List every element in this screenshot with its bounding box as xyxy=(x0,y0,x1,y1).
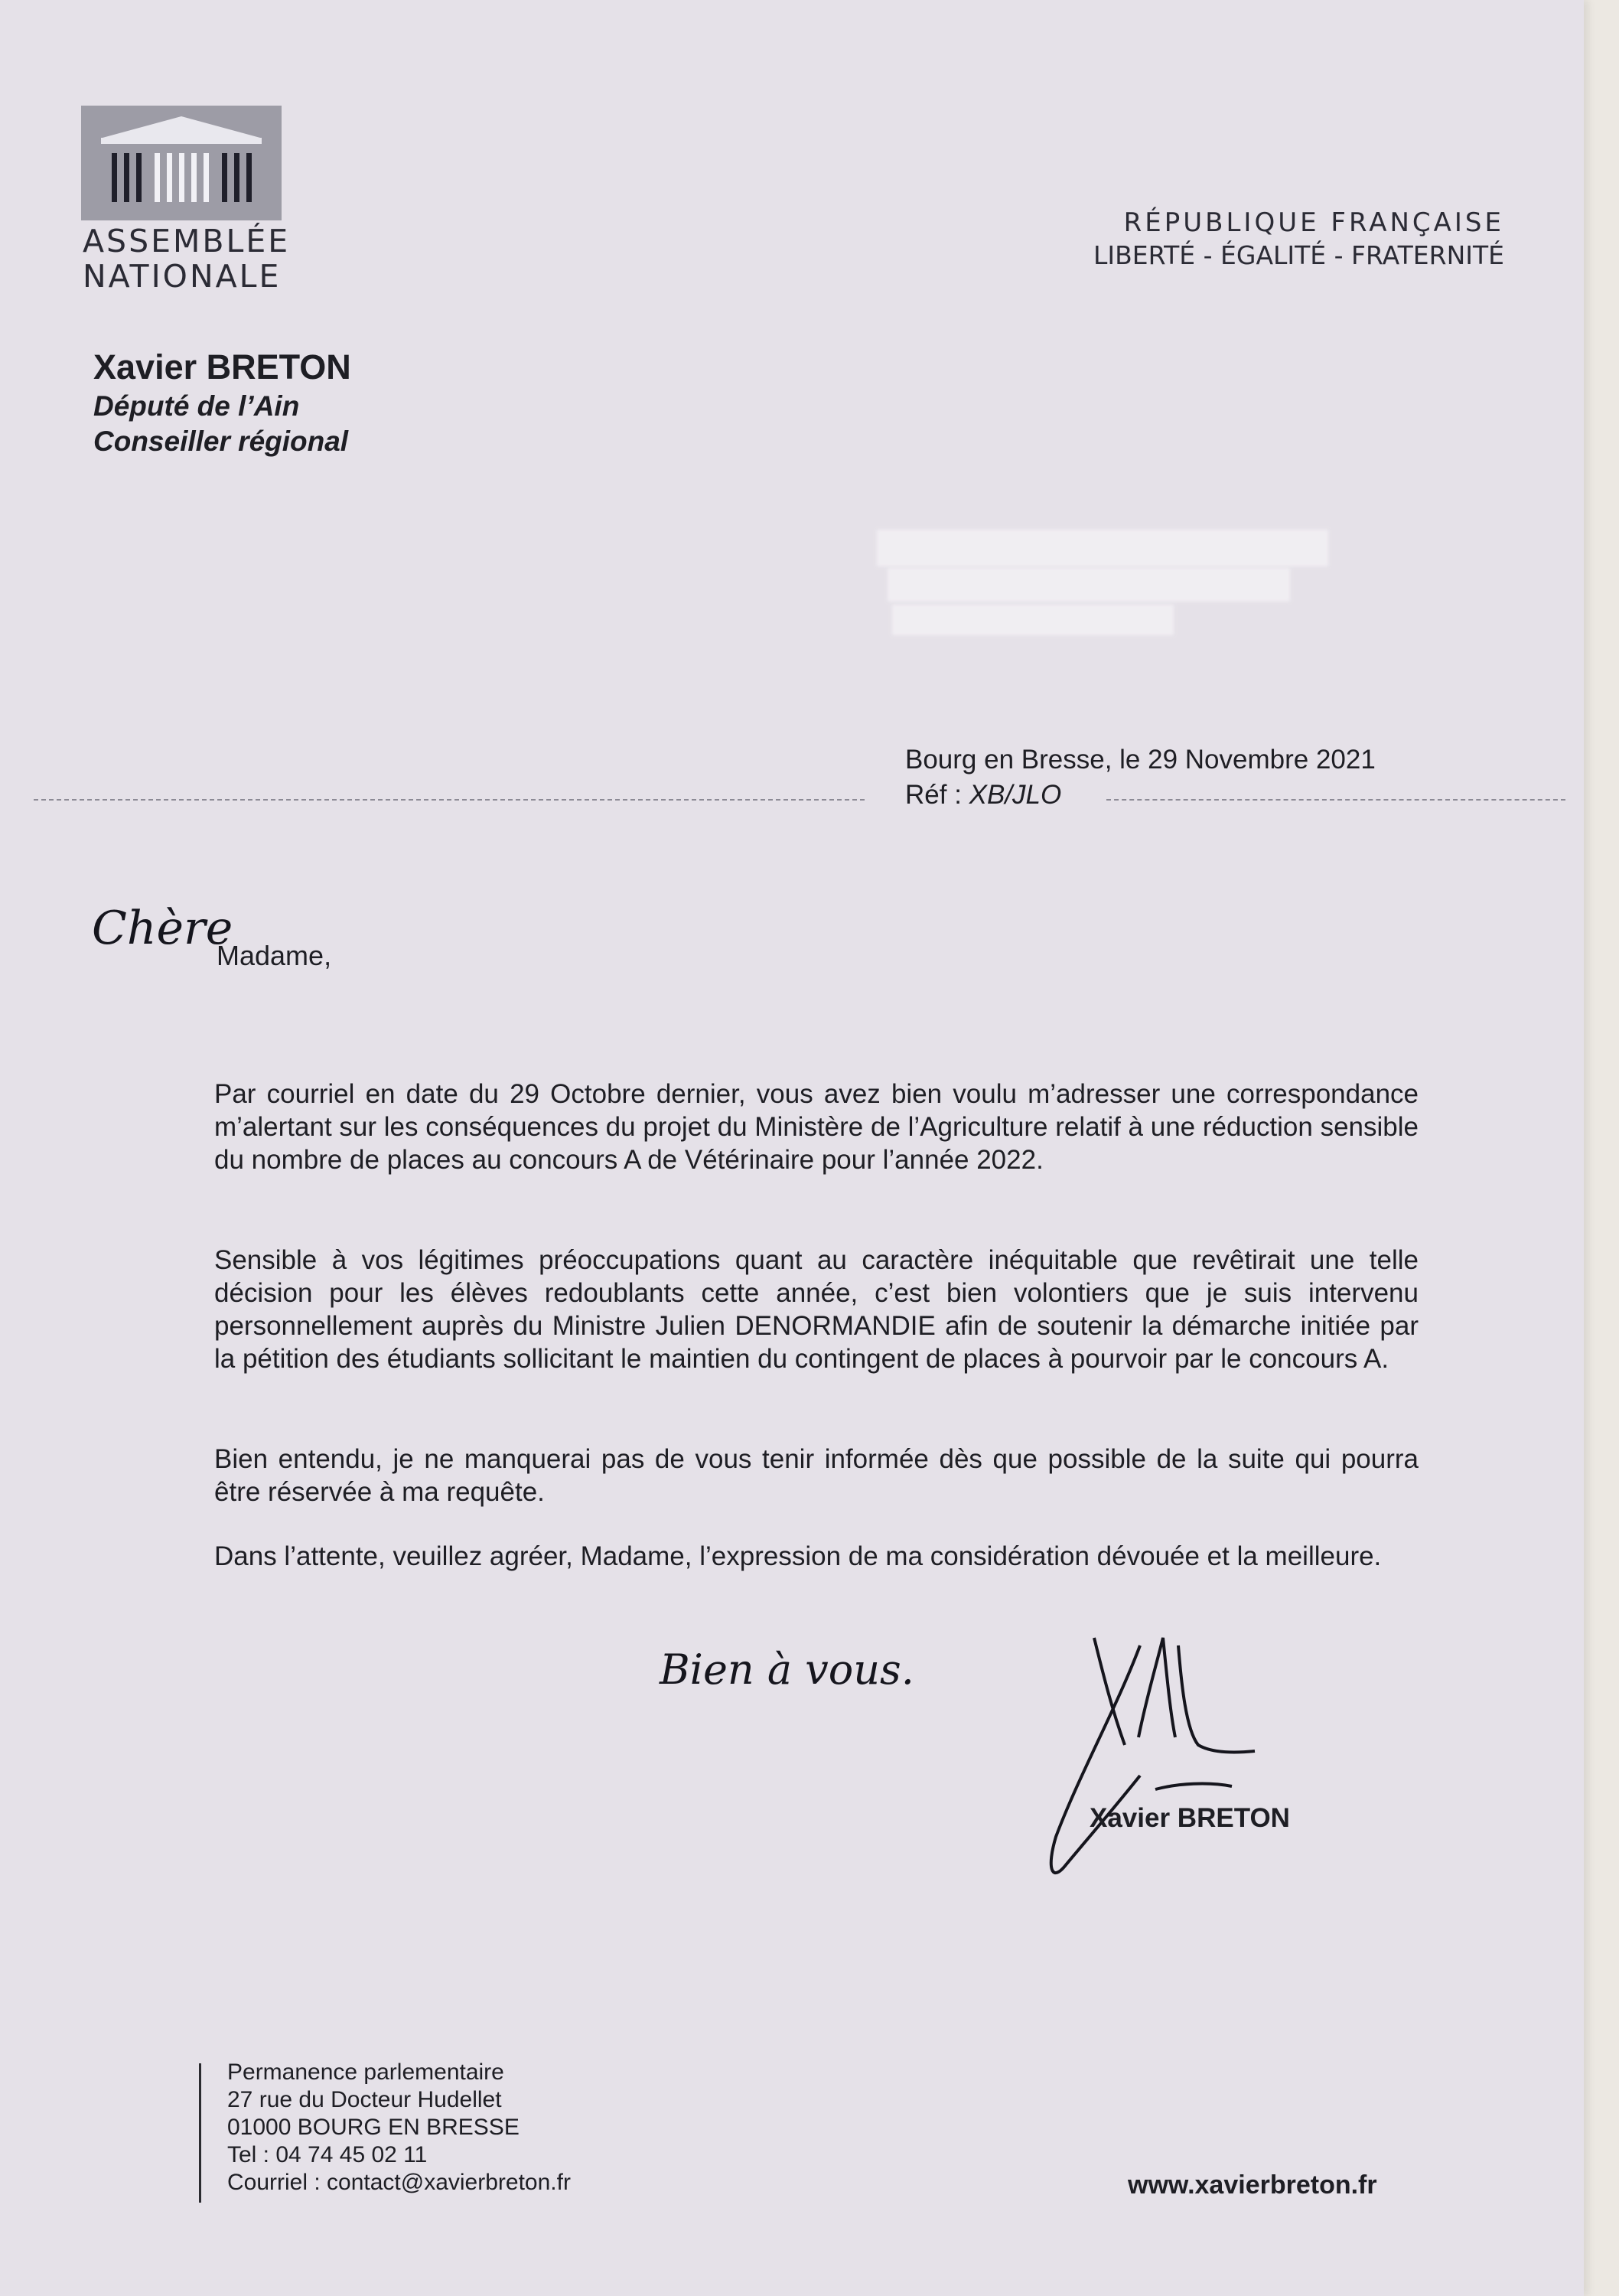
republic-header xyxy=(1093,207,1504,272)
assemblee-logo xyxy=(81,106,282,220)
sender-name: Xavier BRETON xyxy=(93,347,351,386)
footer-line-2: 27 rue du Docteur Hudellet xyxy=(227,2087,502,2112)
sender-role-1: Député de l’Ain xyxy=(93,390,300,422)
sender-block xyxy=(93,346,351,459)
logo-line-1: ASSEMBLÉE xyxy=(83,223,291,259)
paragraph-2: Sensible à vos légitimes préoccupations quant au caractère inéquitable que revêtirait une telle décision pour les élèves redoublants cette année, c’est bien volontiers que je suis intervenu personnellement auprès du Ministre Julien DENORMANDIE afin de soutenir la démarche initiée par la pétition des étudiants sollicitant le maintien du contingent de places à pourvoir par le concours A. xyxy=(214,1245,1419,1374)
place-date: Bourg en Bresse, le 29 Novembre 2021 xyxy=(905,745,1376,775)
reference xyxy=(905,778,1376,813)
website-link: www.xavierbreton.fr xyxy=(1128,2170,1377,2200)
fold-line-right xyxy=(1106,799,1565,801)
republic-title: RÉPUBLIQUE FRANÇAISE xyxy=(1123,207,1504,238)
handwritten-greeting: Chère xyxy=(92,902,233,955)
assemblee-wordmark xyxy=(83,223,327,294)
paragraph-1: Par courriel en date du 29 Octobre dernier, vous avez bien voulu m’adresser une correspondance m’alertant sur les conséquences du projet du Ministère de l’Agriculture relatif à une réduction sensible du nombre de places au concours A de Vétérinaire pour l’année 2022. xyxy=(214,1079,1419,1175)
parliament-building-icon xyxy=(81,106,282,220)
handwritten-signature xyxy=(1025,1623,1278,1890)
logo-line-2: NATIONALE xyxy=(83,258,282,295)
footer-line-3: 01000 BOURG EN BRESSE xyxy=(227,2115,520,2140)
salutation: Madame, xyxy=(217,940,332,971)
sender-role-2: Conseiller régional xyxy=(93,426,349,457)
reference-value: XB/JLO xyxy=(969,780,1062,810)
republic-motto: LIBERTÉ - ÉGALITÉ - FRATERNITÉ xyxy=(1093,240,1504,270)
fold-line-left xyxy=(34,799,865,801)
footer-address xyxy=(227,2059,571,2197)
paragraph-3: Bien entendu, je ne manquerai pas de vous tenir informée dès que possible de la suite qui pourra être réservée à ma requête. xyxy=(214,1444,1419,1507)
footer-line-5: Courriel : contact@xavierbreton.fr xyxy=(227,2170,571,2195)
handwritten-closing: Bien à vous. xyxy=(660,1645,914,1694)
reference-label: Réf : xyxy=(905,780,969,810)
footer-vertical-rule xyxy=(199,2063,201,2203)
paragraph-4: Dans l’attente, veuillez agréer, Madame, l’expression de ma considération dévouée et la meilleure. xyxy=(214,1541,1382,1571)
footer-line-4: Tel : 04 74 45 02 11 xyxy=(227,2142,428,2167)
signatory-name: Xavier BRETON xyxy=(1090,1803,1290,1833)
date-reference-block xyxy=(905,742,1376,813)
footer-line-1: Permanence parlementaire xyxy=(227,2060,504,2085)
